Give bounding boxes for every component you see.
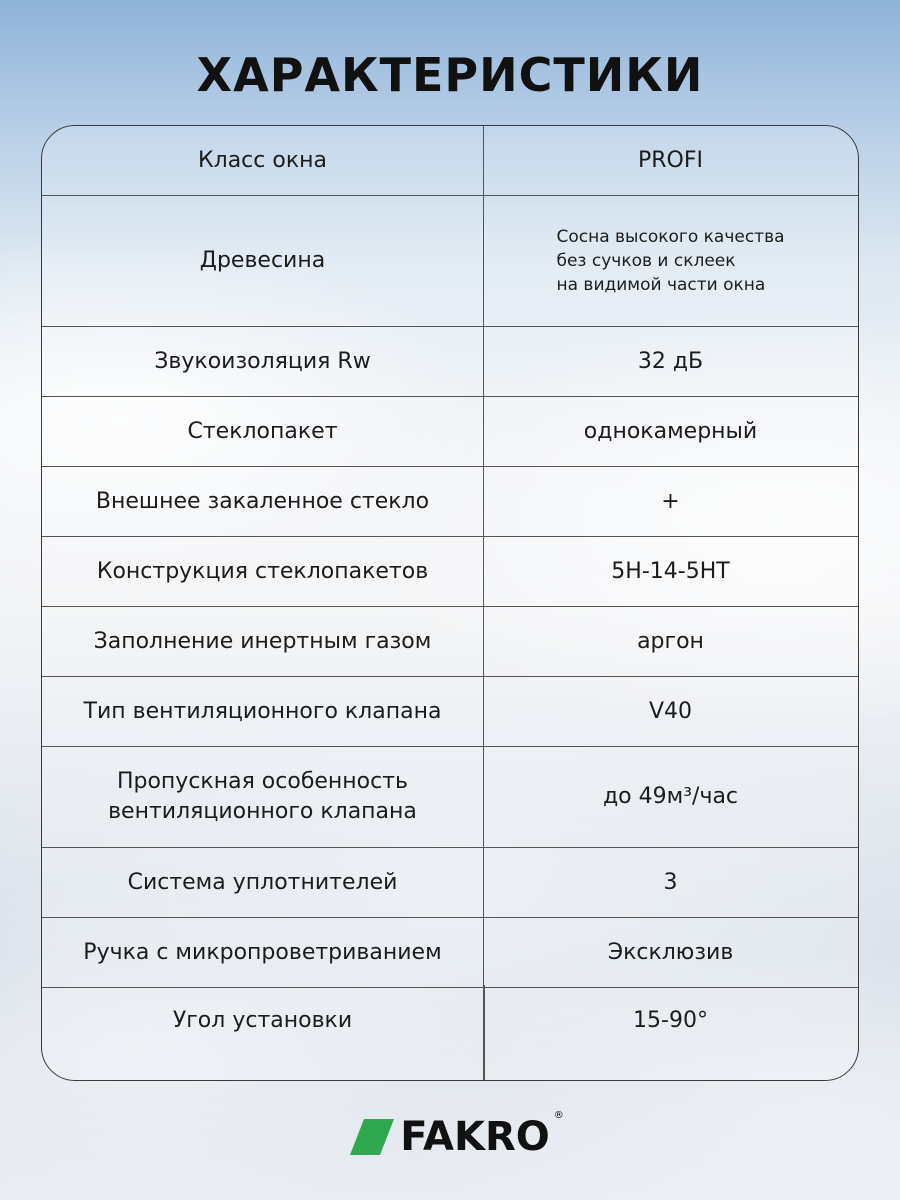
registered-mark: ® <box>553 1110 564 1121</box>
table-row <box>42 918 858 988</box>
brand-logo <box>0 1110 900 1160</box>
table-row <box>42 126 858 196</box>
column-divider <box>483 985 485 1080</box>
page-title: ХАРАКТЕРИСТИКИ <box>196 48 704 102</box>
spec-value: + <box>661 488 680 514</box>
table-row <box>42 988 858 1081</box>
table-row <box>42 848 858 918</box>
table-row <box>42 607 858 677</box>
table-row <box>42 397 858 467</box>
spec-label: Заполнение инертным газом <box>42 607 484 676</box>
table-row <box>42 677 858 747</box>
spec-value: Сосна высокого качества без сучков и склеек на видимой части окна <box>556 227 785 295</box>
spec-label: Стеклопакет <box>42 397 484 466</box>
spec-value: 15-90° <box>633 1008 708 1033</box>
spec-label: Тип вентиляционного клапана <box>42 677 484 746</box>
spec-value: PROFI <box>637 147 703 173</box>
spec-value: до 49м³/час <box>602 784 739 809</box>
spec-value: 5H-14-5HT <box>611 558 730 584</box>
logo-mark-icon <box>350 1119 394 1155</box>
table-row <box>42 327 858 397</box>
spec-value: V40 <box>648 698 693 724</box>
spec-value: 32 дБ <box>637 348 704 374</box>
spec-value: 3 <box>663 869 678 895</box>
spec-value: Эксклюзив <box>607 939 734 965</box>
table-row <box>42 537 858 607</box>
table-row <box>42 747 858 848</box>
spec-label: Класс окна <box>42 126 484 195</box>
logo-text <box>400 1110 564 1160</box>
table-row <box>42 196 858 327</box>
spec-value: аргон <box>637 628 704 654</box>
spec-label: Конструкция стеклопакетов <box>42 537 484 606</box>
spec-label: Звукоизоляция Rw <box>42 327 484 396</box>
spec-label: Угол установки <box>42 988 484 1054</box>
table-row <box>42 467 858 537</box>
spec-label: Система уплотнителей <box>42 848 484 917</box>
spec-label: Древесина <box>42 196 484 326</box>
logo-wordmark: FAKRO <box>400 1114 550 1160</box>
spec-label: Пропускная особенность вентиляционного клапана <box>42 747 484 847</box>
spec-table <box>41 125 859 1081</box>
spec-value: однокамерный <box>583 418 758 444</box>
spec-label: Ручка с микропроветриванием <box>42 918 484 987</box>
spec-label: Внешнее закаленное стекло <box>42 467 484 536</box>
